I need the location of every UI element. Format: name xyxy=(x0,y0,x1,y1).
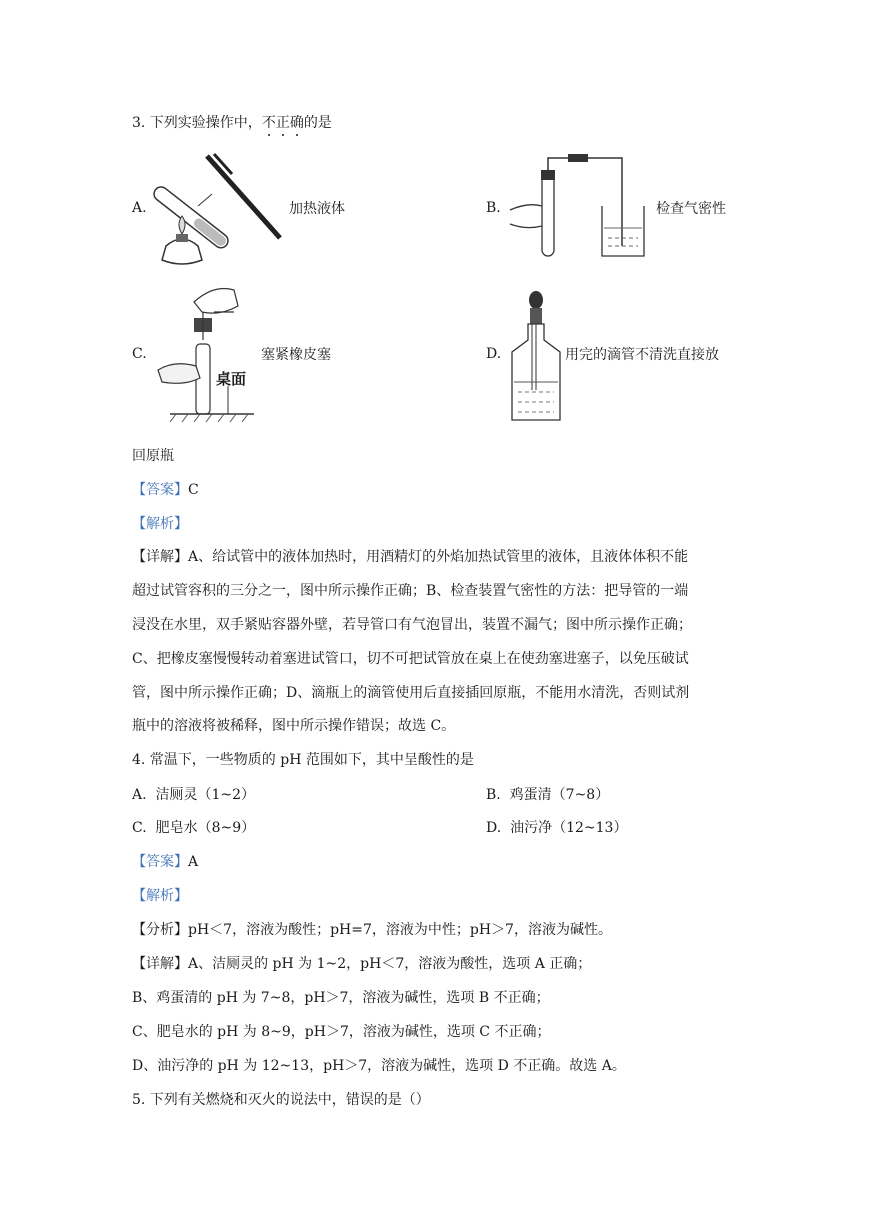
q3-option-c-letter: C. xyxy=(132,346,147,362)
q3-option-d-letter: D. xyxy=(486,346,502,362)
heating-liquid-figure xyxy=(152,148,282,272)
answer-tag: 【答案】 xyxy=(132,854,188,870)
q3-option-b-letter: B. xyxy=(486,200,501,216)
q3-detail-line: 瓶中的溶液将被稀释，图中所示操作错误；故选 C。 xyxy=(132,718,456,734)
detail-tag: 【详解】 xyxy=(132,956,188,972)
q4-option-d: D. 油污净（12~13） xyxy=(486,820,628,836)
q3-option-c-text: 塞紧橡皮塞 xyxy=(261,347,331,363)
q3-detail-line: 管，图中所示操作正确；D、滴瓶上的滴管使用后直接插回原瓶，不能用水清洗，否则试剂 xyxy=(132,685,690,701)
q3-detail-line: C、把橡皮塞慢慢转动着塞进试管口，切不可把试管放在桌上在使劲塞进塞子，以免压破试 xyxy=(132,651,689,667)
q3-detail-line: 浸没在水里，双手紧贴容器外壁，若导管口有气泡冒出，装置不漏气；图中所示操作正确； xyxy=(132,617,692,633)
q4-detail-line: C、肥皂水的 pH 为 8~9，pH＞7，溶液为碱性，选项 C 不正确； xyxy=(132,1024,551,1040)
stopper-insert-figure xyxy=(154,282,258,424)
dropper-bottle-figure xyxy=(508,290,564,424)
q4-stem: 4. 常温下，一些物质的 pH 范围如下，其中呈酸性的是 xyxy=(132,752,474,768)
q3-detail-line: 【详解】A、给试管中的液体加热时，用酒精灯的外焰加热试管里的液体，且液体体积不能 xyxy=(132,549,689,565)
q3-stem: 3. 下列实验操作中，不正确的是 xyxy=(132,115,332,131)
q4-option-a: A. 洁厕灵（1~2） xyxy=(132,787,256,803)
q4-analysis-tag: 【解析】 xyxy=(132,888,188,904)
table-surface-label: 桌面 xyxy=(216,370,247,388)
q3-option-a-text: 加热液体 xyxy=(289,201,345,217)
q3-option-b-text: 检查气密性 xyxy=(656,201,726,217)
q4-answer xyxy=(132,851,198,871)
airtightness-check-figure xyxy=(508,150,648,260)
q3-detail-line: 超过试管容积的三分之一，图中所示操作正确；B、检查装置气密性的方法：把导管的一端 xyxy=(132,583,689,599)
q3-answer xyxy=(132,479,199,499)
q4-detail-line: 【详解】A、洁厕灵的 pH 为 1~2，pH＜7，溶液为酸性，选项 A 正确； xyxy=(132,956,592,972)
q4-option-c: C. 肥皂水（8~9） xyxy=(132,820,256,836)
q4-detail-line: B、鸡蛋清的 pH 为 7~8，pH＞7，溶液为碱性，选项 B 不正确； xyxy=(132,990,550,1006)
q3-option-d-text: 用完的滴管不清洗直接放 xyxy=(565,347,719,363)
q3-analysis-tag: 【解析】 xyxy=(132,516,188,532)
q3-continuation: 回原瓶 xyxy=(132,448,174,464)
q3-option-a-letter: A. xyxy=(132,200,147,216)
q4-detail-line: D、油污净的 pH 为 12~13，pH＞7，溶液为碱性，选项 D 不正确。故选 A。 xyxy=(132,1058,626,1074)
answer-value: A xyxy=(188,854,199,870)
answer-value: C xyxy=(188,482,199,498)
q4-option-b: B. 鸡蛋清（7~8） xyxy=(486,787,610,803)
q4-analysis-line: 【分析】pH＜7，溶液为酸性；pH=7，溶液为中性；pH＞7，溶液为碱性。 xyxy=(132,922,612,938)
answer-tag: 【答案】 xyxy=(132,482,188,498)
detail-tag: 【详解】 xyxy=(132,549,188,565)
q5-stem: 5. 下列有关燃烧和灭火的说法中，错误的是（） xyxy=(132,1092,430,1108)
